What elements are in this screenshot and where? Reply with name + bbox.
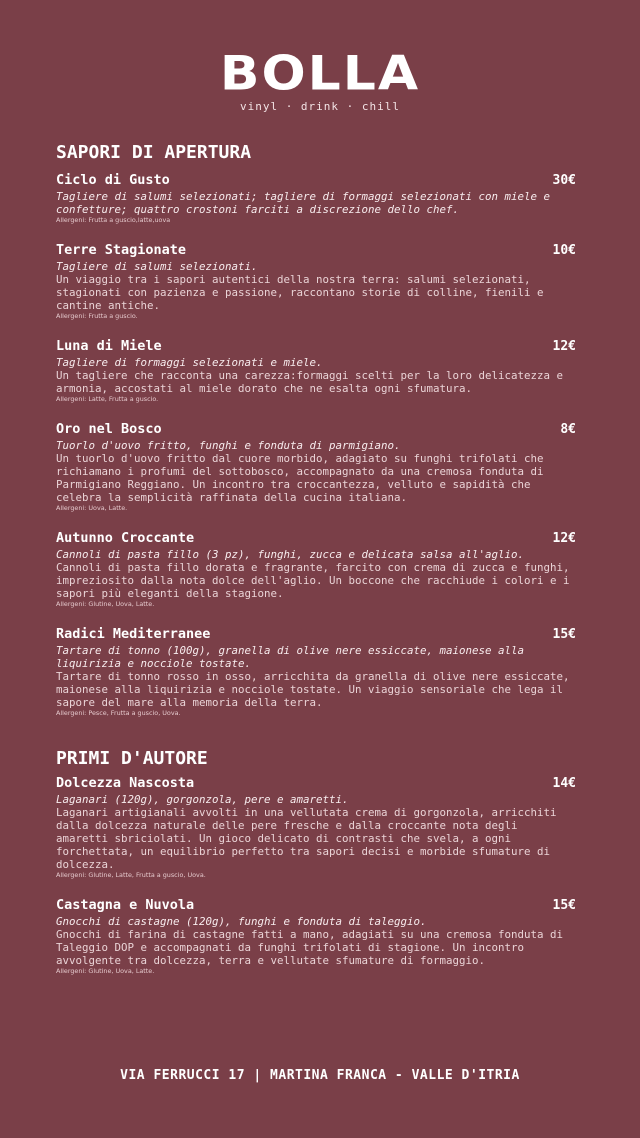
item-price: 12€ (552, 531, 576, 546)
item-name: Castagna e Nuvola (56, 897, 195, 913)
item-price: 12€ (552, 339, 576, 354)
item-name: Ciclo di Gusto (56, 172, 170, 188)
item-allergens: Allergeni: Frutta a guscio. (56, 312, 138, 320)
item-summary: Tagliere di formaggi selezionati e miele. (56, 356, 323, 369)
item-summary: Gnocchi di castagne (120g), funghi e fonduta di taleggio. (56, 915, 427, 928)
section-sapori-di-apertura (56, 142, 576, 718)
menu-item (56, 530, 576, 609)
item-allergens: Allergeni: Glutine, Uova, Latte. (56, 600, 155, 608)
item-name: Autunno Croccante (56, 530, 195, 546)
footer-address: VIA FERRUCCI 17 | MARTINA FRANCA - VALLE D'ITRIA (120, 1068, 520, 1083)
item-price: 8€ (560, 422, 576, 437)
menu-item (56, 626, 576, 718)
brand-tagline: vinyl · drink · chill (239, 100, 401, 113)
menu-item (56, 242, 576, 321)
menu-item (56, 172, 576, 225)
item-allergens: Allergeni: Latte, Frutta a guscio. (56, 395, 159, 403)
menu (0, 142, 640, 976)
menu-item (56, 421, 576, 513)
section-title: SAPORI DI APERTURA (56, 142, 252, 163)
item-description: Un viaggio tra i sapori autentici della nostra terra: salumi selezionati, stagionati con pazienza e passione, raccontano storie di colline, fienili e cantine antiche. (56, 273, 544, 312)
item-summary: Cannoli di pasta fillo (3 pz), funghi, zucca e delicata salsa all'aglio. (56, 548, 525, 561)
item-description: Cannoli di pasta fillo dorata e fragrante, farcito con crema di zucca e funghi, impreziosito dalla nota dolce dell'aglio. Un boccone che racchiude i colori e i sapori più eleganti della stagione. (56, 561, 570, 600)
item-price: 15€ (552, 898, 576, 913)
item-description: Un tagliere che racconta una carezza:formaggi scelti per la loro delicatezza e armonia, accostati al miele dorato che ne esalta ogni sfumatura. (56, 369, 564, 395)
item-name: Dolcezza Nascosta (56, 775, 195, 791)
item-allergens: Allergeni: Pesce, Frutta a guscio, Uova. (56, 709, 181, 717)
item-name: Oro nel Bosco (56, 421, 162, 437)
item-description: Gnocchi di farina di castagne fatti a mano, adagiati su una cremosa fonduta di Taleggio DOP e accompagnati da funghi trifolati di stagione. Un incontro avvolgente tra dolcezza, terra e vellutate sfumature di formaggio. (56, 928, 564, 967)
item-name: Terre Stagionate (56, 242, 187, 258)
menu-item (56, 338, 576, 404)
item-summary: Laganari (120g), gorgonzola, pere e amaretti. (56, 793, 349, 806)
item-summary: Tuorlo d'uovo fritto, funghi e fonduta di parmigiano. (56, 439, 401, 452)
item-price: 15€ (552, 627, 576, 642)
item-price: 10€ (552, 243, 576, 258)
item-summary: Tartare di tonno (100g), granella di olive nere essiccate, maionese alla liquirizia e nocciole tostate. (56, 644, 525, 670)
item-name: Radici Mediterranee (56, 626, 211, 642)
menu-item (56, 775, 576, 880)
menu-item (56, 897, 576, 976)
item-price: 14€ (552, 776, 576, 791)
section-title: PRIMI D'AUTORE (56, 748, 208, 769)
item-summary: Tagliere di salumi selezionati; tagliere di formaggi selezionati con miele e confetture; quattro crostoni farciti a discrezione dello chef. (56, 190, 551, 216)
item-name: Luna di Miele (56, 338, 162, 354)
brand-logo: BOLLA (219, 47, 421, 101)
item-allergens: Allergeni: Glutine, Uova, Latte. (56, 967, 155, 975)
item-allergens: Allergeni: Uova, Latte. (56, 504, 128, 512)
header (0, 0, 640, 113)
item-description: Laganari artigianali avvolti in una vellutata crema di gorgonzola, arricchiti dalla dolcezza naturale delle pere fresche e dalla croccante nota degli amaretti sbriciolati. Un gioco delicato di contrasti che svela, a ogni forchettata, un equilibrio perfetto tra sapori decisi e morbide sfumature di dolcezza. (56, 806, 557, 871)
item-description: Un tuorlo d'uovo fritto dal cuore morbido, adagiato su funghi trifolati che richiamano i profumi del sottobosco, accompagnato da una cremosa fonduta di Parmigiano Reggiano. Un incontro tra croccantezza, velluto e sapidità che celebra la semplicità raffinata della cucina italiana. (56, 452, 544, 504)
item-allergens: Allergeni: Frutta a guscio,latte,uova (56, 216, 171, 224)
section-primi-d-autore (56, 748, 576, 976)
item-allergens: Allergeni: Glutine, Latte, Frutta a guscio, Uova. (56, 871, 206, 879)
item-price: 30€ (552, 173, 576, 188)
item-description: Tartare di tonno rosso in osso, arricchita da granella di olive nere essiccate, maionese alla liquirizia e nocciole tostate. Un viaggio sensoriale che lega il sapore del mare alla memoria della terra. (56, 670, 570, 709)
item-summary: Tagliere di salumi selezionati. (56, 260, 258, 273)
